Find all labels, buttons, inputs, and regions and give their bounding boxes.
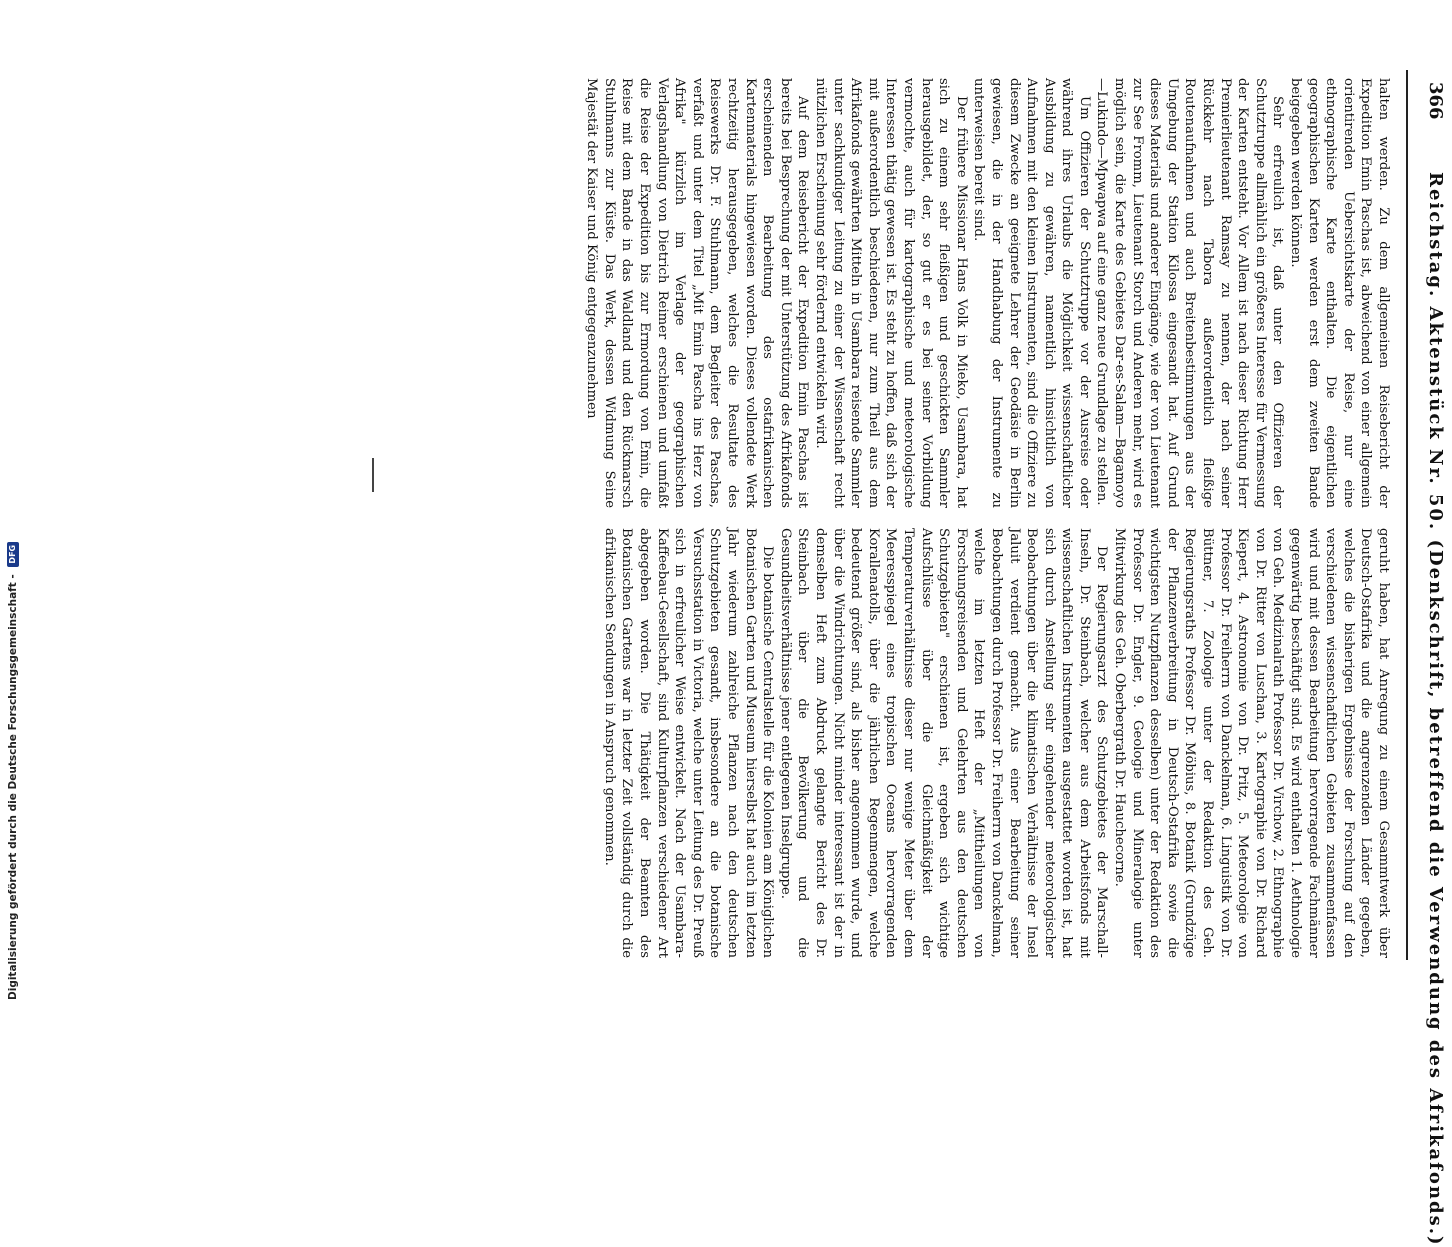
paragraph: Die botanische Centralstelle für die Kolonien am Königlichen Botanischen Garten und Museum hierselbst hat auch im letzten Jahr wiederum zahlreiche Pflanzen nach den deutschen Schutzgebieten gesandt, insbesondere an die botanische Versuchsstation in Victoria, welche unter Leitung des Dr. Preuß sich in erfreulicher Weise entwickelt. Nach der Usambara-Kaffeebau-Gesellschaft, sind Kulturpflanzen verschiedener Art abgegeben worden. Die Thätigkeit der Beamten des Botanischen Gartens war in letzter Zeit vollständig durch die afrikanischen Sendungen in Anspruch genommen. bbox=[601, 528, 776, 958]
text-column-right bbox=[601, 528, 1392, 958]
scanned-page bbox=[452, 70, 1446, 1247]
paragraph: Sehr erfreulich ist, daß unter den Offizieren der Schutztruppe allmählich ein größeres Interesse für Vermessung der Karten entsteht. Vor Allem ist nach dieser Richtung Herr Premierlieutenant Ramsay zu nennen, der nach seiner Rückkehr nach Tabora außerordentlich fleißige Routenaufnahmen und auch Breitenbestimmungen aus der Umgebung der Station Kilossa eingesandt hat. Auf Grund dieses Materials und anderer Eingänge, wie der von Lieutenant zur See Fromm, Lieutenant Storch und Anderen mehr, wird es möglich sein, die Karte des Gebietes Dar-es-Salam—Bagamoyo—Lukindo—Mpwapwa auf eine ganz neue Grundlage zu stellen. bbox=[1094, 78, 1286, 508]
paragraph: Um Offizieren der Schutztruppe vor der Ausreise oder während ihres Urlaubs die Möglichkeit wissenschaftlicher Ausbildung zu gewähren, namentlich hinsichtlich von Aufnahmen mit den kleinen Instrumenten, sind die Offiziere zu diesem Zwecke an geeignete Lehrer der Geodäsie in Berlin gewiesen, die in der Handhabung der Instrumente zu unterweisen bereit sind. bbox=[971, 78, 1092, 508]
rotated-page-content bbox=[452, 70, 1452, 1247]
paragraph: halten werden. Zu dem allgemeinen Reisebericht der Expedition Emin Paschas ist, abweichend von einer allgemein orientirenden Uebersichtskarte der Reise, nur eine ethnographische Karte enthalten. Die eigentlichen geographischen Karten werden erst dem zweiten Bande beigegeben werden können. bbox=[1288, 78, 1391, 508]
margin-mark bbox=[372, 458, 374, 492]
paragraph: Der frühere Missionar Hans Volk in Mieko, Usambara, hat sich zu einem sehr fleißigen und geschickten Sammler herausgebildet, der, so gut er es bei seiner Vorbildung vermochte, auch für kartographische und meteorologische Interessen thätig gewesen ist. Es steht zu hoffen, daß sich der mit außerordentlich beschiedenen, nur zum Theil aus dem Afrikafonds gewährten Mitteln in Usambara reisende Sammler unter sachkundiger Leitung zu einer der Wissenschaft recht nützlichen Erscheinung sehr fördernd entwickeln wird. bbox=[813, 78, 969, 508]
header-title: Reichstag. Aktenstück Nr. 50. (Denkschrift, betreffend die Verwendung des Afrikafonds.) bbox=[1425, 172, 1446, 1247]
page-number: 366 bbox=[1425, 82, 1446, 120]
header-rule bbox=[1406, 70, 1408, 960]
paragraph: geruht haben, hat Anregung zu einem Gesammtwerk über Deutsch-Ostafrika und die angrenzenden Länder gegeben, welches die bisherigen Ergebnisse der Forschung auf den verschiedenen wissenschaftlichen Gebieten zusammenfassen wird und mit dessen Bearbeitung hervorragende Fachmänner gegenwärtig beschäftigt sind. Es wird enthalten 1. Aethnologie von Geh. Medizinalrath Professor Dr. Virchow, 2. Ethnographie von Dr. Ritter von Luschan, 3. Kartographie von Dr. Richard Kiepert, 4. Astronomie von Dr. Pritz, 5. Meteorologie von Professor Dr. Freiherrn von Danckelman, 6. Linguistik von Dr. Büttner, 7. Zoologie unter der Redaktion des Geh. Regierungsraths Professor Dr. Möbius, 8. Botanik (Grundzüge der Pflanzenverbreitung in Deutsch-Ostafrika sowie die wichtigsten Nutzpflanzen desselben) unter der Redaktion des Professor Dr. Engler, 9. Geologie und Mineralogie unter Mitwirkung des Geh. Oberbergrath Dr. Hauchecorne. bbox=[1112, 528, 1391, 958]
credit-text: Digitalisierung gefördert durch die Deutsche Forschungsgemeinschaft - bbox=[7, 574, 19, 1000]
paragraph: Auf dem Reisebericht der Expedition Emin Paschas ist bereits bei Besprechung der mit Unterstützung des Afrikafonds erscheinenden Bearbeitung des ostafrikanischen Kartenmaterials hingewiesen worden. Dieses vollendete Werk rechtzeitig herausgegeben, welches die Resultate des Reisewerks Dr. F. Stuhlmann, dem Begleiter des Paschas, verfaßt und unter dem Titel „Mit Emin Pascha ins Herz von Afrika" kürzlich im Verlage der geographischen Verlagshandlung von Dietrich Reimer erschienen und umfaßt die Reise der Expedition bis zur Ermordung von Emin, die Reise mit dem Bande in das Waldland und den Rückmarsch Stuhlmanns zur Küste. Das Werk, dessen Widmung Seine Majestät der Kaiser und König entgegenzunehmen bbox=[584, 78, 811, 508]
dfg-logo: DFG bbox=[7, 542, 19, 567]
text-column-left bbox=[584, 78, 1392, 508]
page-header bbox=[1406, 82, 1446, 1247]
digitization-credit bbox=[2, 544, 24, 1000]
paragraph: Der Regierungsarzt des Schutzgebietes der Marschall-Inseln, Dr. Steinbach, welcher aus dem Arbeitsfonds mit wissenschaftlichen Instrumenten ausgestattet worden ist, hat sich durch Anstellung sehr eingehender meteorologischer Beobachtungen über die klimatischen Verhältnisse der Insel Jaluit verdient gemacht. Aus einer Bearbeitung seiner Beobachtungen durch Professor Dr. Freiherrn von Danckelman, welche im letzten Heft der „Mittheilungen von Forschungsreisenden und Gelehrten aus den deutschen Schutzgebieten" erschienen ist, ergeben sich wichtige Aufschlüsse über die Gleichmäßigkeit der Temperaturverhältnisse dieser nur wenige Meter über dem Meeresspiegel eines tropischen Oceans hervorragenden Korallenatolls, über die jährlichen Regenmengen, welche bedeutend größer sind, als bisher angenommen wurde, und über die Windrichtungen. Nicht minder interessant ist der in demselben Heft zum Abdruck gelangte Bericht des Dr. Steinbach über die Bevölkerung und die Gesundheitsverhältnisse jener entlegenen Inselgruppe. bbox=[777, 528, 1110, 958]
